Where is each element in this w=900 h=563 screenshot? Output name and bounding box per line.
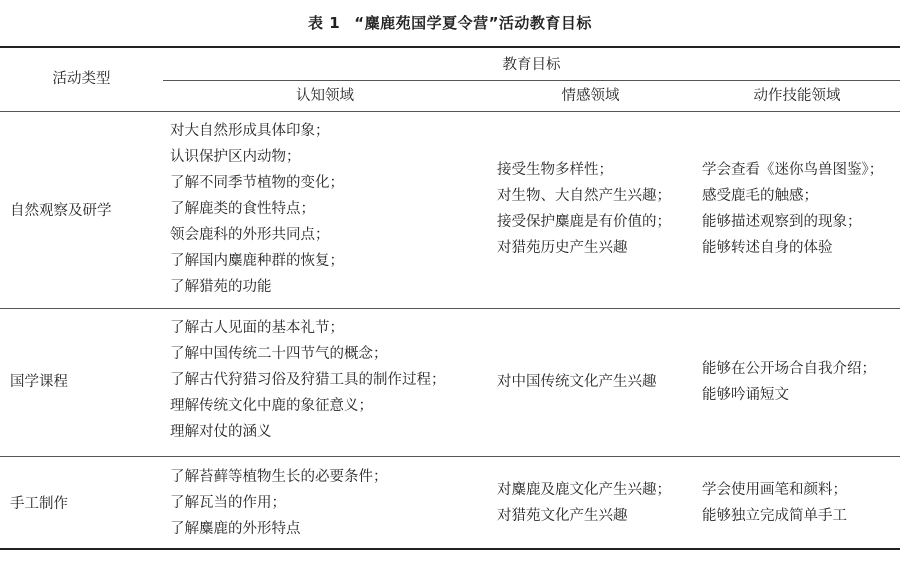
list-item: 了解苔藓等植物生长的必要条件；	[170, 469, 388, 485]
list-item: 对生物、大自然产生兴趣；	[497, 188, 671, 204]
list-item: 能够描述观察到的现象；	[702, 214, 862, 230]
list-item: 了解古代狩猎习俗及狩猎工具的制作过程；	[170, 372, 446, 388]
list-item: 能够转述自身的体验	[702, 240, 833, 256]
list-item: 了解麋鹿的外形特点	[170, 521, 301, 537]
row-type: 自然观察及研学	[10, 203, 112, 219]
row-motor	[702, 477, 847, 529]
list-item: 了解古人见面的基本礼节；	[170, 320, 344, 336]
list-item: 能够吟诵短文	[702, 387, 789, 403]
row-affective	[497, 369, 657, 395]
table-title: “麋鹿苑国学夏令营”活动教育目标	[354, 14, 592, 32]
header-affective: 情感领域	[561, 88, 620, 104]
list-item: 领会鹿科的外形共同点；	[170, 227, 330, 243]
list-item: 认识保护区内动物；	[170, 149, 301, 165]
list-item: 能够独立完成简单手工	[702, 508, 847, 524]
row-motor	[702, 157, 883, 261]
bottom-rule	[0, 548, 900, 550]
list-item: 对中国传统文化产生兴趣	[497, 374, 657, 390]
header-activity-type: 活动类型	[52, 71, 111, 87]
list-item: 对麋鹿及鹿文化产生兴趣；	[497, 482, 671, 498]
list-item: 对猎苑历史产生兴趣	[497, 240, 628, 256]
row-affective	[497, 157, 671, 261]
row-divider-1	[0, 308, 900, 309]
list-item: 接受生物多样性；	[497, 162, 613, 178]
list-item: 学会查看《迷你鸟兽图鉴》；	[702, 162, 884, 178]
list-item: 接受保护麋鹿是有价值的；	[497, 214, 671, 230]
list-item: 了解不同季节植物的变化；	[170, 175, 344, 191]
row-type: 国学课程	[10, 374, 68, 390]
list-item: 对大自然形成具体印象；	[170, 123, 330, 139]
list-item: 理解传统文化中鹿的象征意义；	[170, 398, 373, 414]
row-cognitive	[170, 315, 446, 445]
list-item: 对猎苑文化产生兴趣	[497, 508, 628, 524]
list-item: 了解猎苑的功能	[170, 279, 272, 295]
list-item: 了解中国传统二十四节气的概念；	[170, 346, 388, 362]
table-caption	[0, 12, 900, 33]
list-item: 能够在公开场合自我介绍；	[702, 361, 876, 377]
row-cognitive	[170, 464, 388, 542]
header-education-goals: 教育目标	[502, 57, 561, 73]
list-item: 了解国内麋鹿种群的恢复；	[170, 253, 344, 269]
row-affective	[497, 477, 671, 529]
top-rule	[0, 46, 900, 48]
header-cognitive: 认知领域	[296, 88, 354, 104]
row-divider-2	[0, 456, 900, 457]
row-motor	[702, 356, 876, 408]
list-item: 学会使用画笔和颜料；	[702, 482, 847, 498]
header-motor: 动作技能领域	[753, 88, 841, 104]
row-cognitive	[170, 118, 344, 300]
list-item: 感受鹿毛的触感；	[702, 188, 818, 204]
list-item: 了解鹿类的食性特点；	[170, 201, 315, 217]
list-item: 了解瓦当的作用；	[170, 495, 286, 511]
header-bottom-rule	[0, 111, 900, 112]
list-item: 理解对仗的涵义	[170, 424, 272, 440]
row-type: 手工制作	[10, 496, 68, 512]
header-sub-rule	[163, 80, 900, 81]
table-number: 表 1	[308, 14, 341, 32]
